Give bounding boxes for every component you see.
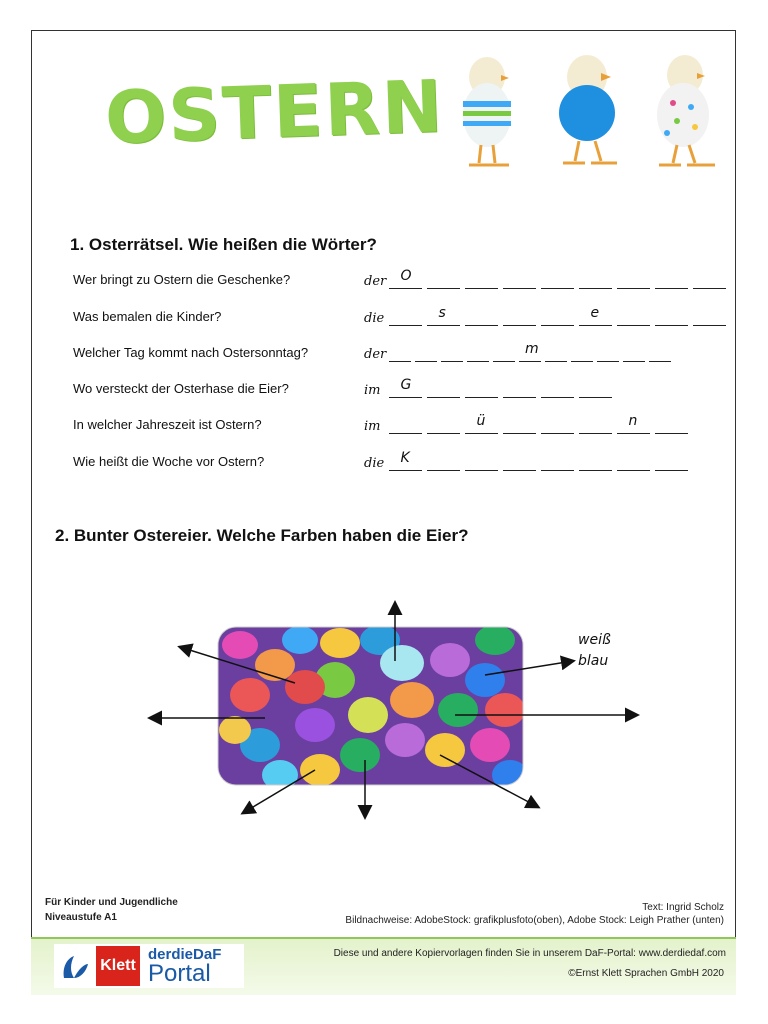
letter-blank[interactable] xyxy=(503,274,536,289)
letter-blank[interactable] xyxy=(465,274,498,289)
riddle-question: Wo versteckt der Osterhase die Eier? xyxy=(73,381,289,396)
riddle-question: Wie heißt die Woche vor Ostern? xyxy=(73,454,265,469)
letter-blank[interactable] xyxy=(541,419,574,434)
section2-heading: 2. Bunter Ostereier. Welche Farben haben die Eier? xyxy=(55,526,469,545)
riddle-question: In welcher Jahreszeit ist Ostern? xyxy=(73,417,262,432)
letter-blank[interactable] xyxy=(693,274,726,289)
letter-blank[interactable] xyxy=(693,311,726,326)
letter-blank[interactable] xyxy=(465,383,498,398)
letter-blank[interactable] xyxy=(467,347,489,362)
letter-blank[interactable] xyxy=(655,311,688,326)
letter-blank[interactable] xyxy=(541,456,574,471)
footer-portal-link[interactable]: Diese und andere Kopiervorlagen finden Sie in unserem DaF-Portal: www.derdiedaf.com xyxy=(333,948,726,959)
footer-text-credit: Text: Ingrid Scholz xyxy=(642,902,724,913)
letter-blank[interactable] xyxy=(427,383,460,398)
letter-blank[interactable] xyxy=(465,311,498,326)
hint-letter: m xyxy=(525,341,539,357)
footer-level: Niveaustufe A1 xyxy=(45,912,117,923)
letter-blank[interactable] xyxy=(655,274,688,289)
letter-blank[interactable] xyxy=(617,311,650,326)
letter-blank[interactable] xyxy=(465,456,498,471)
footer-audience: Für Kinder und Jugendliche xyxy=(45,897,178,908)
hint-letter: ü xyxy=(476,413,486,429)
hint-letter: K xyxy=(400,450,410,466)
letter-blank[interactable] xyxy=(503,311,536,326)
label-weiss: weiß xyxy=(578,632,611,648)
letter-blank[interactable] xyxy=(579,456,612,471)
page-title: OSTERN xyxy=(103,64,446,160)
letter-blank[interactable] xyxy=(493,347,515,362)
riddle-article: die xyxy=(364,311,385,326)
hint-letter: O xyxy=(400,268,412,284)
portal-name-bottom: Portal xyxy=(148,960,211,987)
letter-blank[interactable] xyxy=(427,274,460,289)
riddle-article: die xyxy=(364,456,385,471)
hint-letter: G xyxy=(400,377,412,393)
letter-blank[interactable] xyxy=(441,347,463,362)
klett-leaf-icon xyxy=(58,952,90,982)
letter-blank[interactable] xyxy=(389,311,422,326)
eggs-diagram xyxy=(140,595,660,825)
riddle-article: im xyxy=(364,383,381,398)
letter-blank[interactable] xyxy=(427,419,460,434)
riddle-question: Was bemalen die Kinder? xyxy=(73,309,222,324)
riddle-question: Wer bringt zu Ostern die Geschenke? xyxy=(73,272,291,287)
letter-blank[interactable] xyxy=(655,456,688,471)
klett-portal-logo xyxy=(54,944,244,988)
letter-blank[interactable] xyxy=(649,347,671,362)
klett-brand: Klett xyxy=(96,946,140,986)
footer-copyright: ©Ernst Klett Sprachen GmbH 2020 xyxy=(568,968,724,979)
letter-blank[interactable] xyxy=(541,274,574,289)
letter-blank[interactable] xyxy=(579,419,612,434)
letter-blank[interactable] xyxy=(597,347,619,362)
letter-blank[interactable] xyxy=(571,347,593,362)
riddle-article: der xyxy=(364,347,387,362)
chick-striped-egg xyxy=(463,57,511,165)
letter-blank[interactable] xyxy=(503,383,536,398)
riddle-question: Welcher Tag kommt nach Ostersonntag? xyxy=(73,345,309,360)
letter-blank[interactable] xyxy=(541,383,574,398)
riddle-article: der xyxy=(364,274,387,289)
chicks-illustration xyxy=(445,45,730,175)
letter-blank[interactable] xyxy=(427,456,460,471)
letter-blank[interactable] xyxy=(389,347,411,362)
letter-blank[interactable] xyxy=(503,419,536,434)
chick-dotted-egg xyxy=(657,55,715,165)
letter-blank[interactable] xyxy=(617,274,650,289)
letter-blank[interactable] xyxy=(655,419,688,434)
hint-letter: n xyxy=(628,413,638,429)
letter-blank[interactable] xyxy=(579,274,612,289)
footer-image-credit: Bildnachweise: AdobeStock: grafikplusfoto(oben), Adobe Stock: Leigh Prather (unten) xyxy=(345,915,724,926)
letter-blank[interactable] xyxy=(579,383,612,398)
hint-letter: e xyxy=(590,305,600,321)
letter-blank[interactable] xyxy=(503,456,536,471)
letter-blank[interactable] xyxy=(617,456,650,471)
letter-blank[interactable] xyxy=(623,347,645,362)
section1-heading: 1. Osterrätsel. Wie heißen die Wörter? xyxy=(70,235,377,254)
letter-blank[interactable] xyxy=(389,419,422,434)
chick-blue-egg xyxy=(559,55,617,163)
letter-blank[interactable] xyxy=(545,347,567,362)
portal-name-top: derdieDaF xyxy=(148,946,222,963)
riddle-article: im xyxy=(364,419,381,434)
eggs-photo xyxy=(218,625,528,790)
label-blau: blau xyxy=(578,653,609,669)
hint-letter: s xyxy=(438,305,446,321)
letter-blank[interactable] xyxy=(415,347,437,362)
letter-blank[interactable] xyxy=(541,311,574,326)
